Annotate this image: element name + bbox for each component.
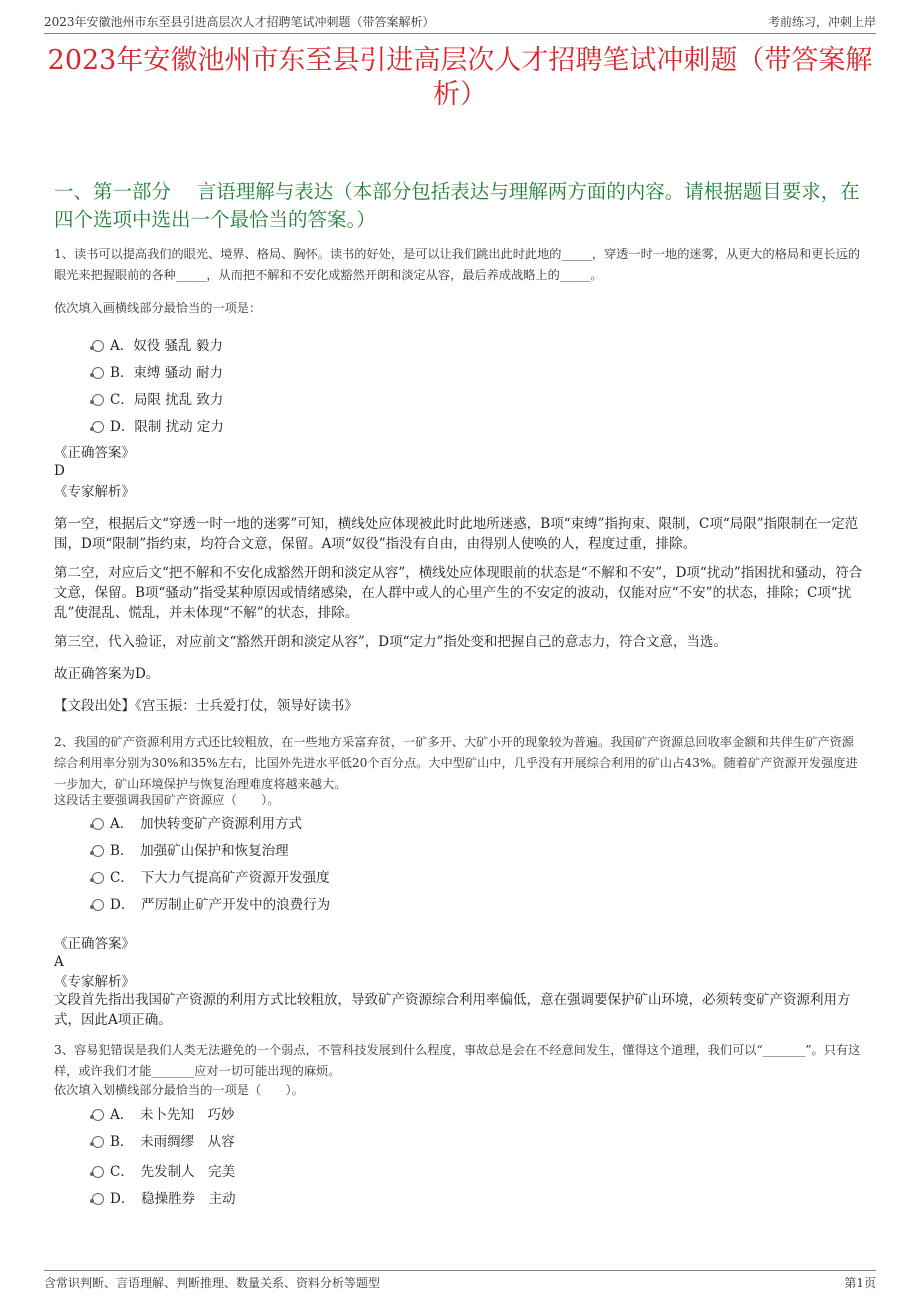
q2-option-a[interactable]: A． 加快转变矿产资源利用方式 [92, 812, 302, 832]
q1-answer: D [54, 463, 65, 479]
radio-icon[interactable] [92, 394, 104, 406]
section-heading: 一、第一部分 言语理解与表达（本部分包括表达与理解两方面的内容。请根据题目要求，在四个选项中选出一个最恰当的答案。） [54, 180, 860, 231]
page-header [44, 10, 876, 34]
q2-option-d[interactable]: D． 严厉制止矿产开发中的浪费行为 [92, 893, 330, 913]
document-title: 2023年安徽池州市东至县引进高层次人才招聘笔试冲刺题（带答案解析） [47, 45, 873, 110]
radio-icon[interactable] [92, 899, 104, 911]
radio-icon[interactable] [92, 421, 104, 433]
q3-option-d[interactable]: D． 稳操胜券 主动 [92, 1187, 236, 1207]
q2-option-b[interactable]: B． 加强矿山保护和恢复治理 [92, 839, 289, 859]
radio-icon[interactable] [92, 1109, 104, 1121]
q1-option-b[interactable]: B．束缚 骚动 耐力 [92, 361, 223, 381]
q2-stem: 2、我国的矿产资源利用方式还比较粗放，在一些地方采富弃贫，一矿多开、大矿小开的现象较为普遍。我国矿产资源总回收率金额和共伴生矿产资源综合利用率分别为30%和35%左右，比国外先进水平低20个百分点。大中型矿山中，几乎没有开展综合利用的矿山占43%。随着矿产资源开发强度进一步加大，矿山环境保护与恢复治理难度将越来越大。 [54, 735, 858, 791]
q1-source: 【文段出处】《宫玉振：士兵爱打仗，领导好读书》 [54, 698, 358, 714]
radio-icon[interactable] [92, 872, 104, 884]
q2-answer: A [54, 954, 64, 970]
radio-icon[interactable] [92, 1193, 104, 1205]
header-slogan: 考前练习，冲刺上岸 [767, 15, 876, 29]
q1-option-d[interactable]: D．限制 扰动 定力 [92, 415, 224, 435]
q3-stem: 3、容易犯错误是我们人类无法避免的一个弱点，不管科技发展到什么程度，事故总是会在不经意间发生，懂得这个道理，我们可以“_______”。只有这样，或许我们才能_______应对一切可能出现的麻烦。 [54, 1043, 861, 1078]
q1-analysis-p1: 第一空，根据后文“穿透一时一地的迷雾”可知，横线处应体现被此时此地所迷惑，B项“束缚”指拘束、限制，C项“局限”指限制在一定范围，D项“限制”指约束，均符合文意，保留。A项“奴役”指没有自由，由得别人使唤的人，程度过重，排除。 [54, 516, 859, 552]
radio-icon[interactable] [92, 367, 104, 379]
radio-icon[interactable] [92, 818, 104, 830]
q1-stem: 1、读书可以提高我们的眼光、境界、格局、胸怀。读书的好处，是可以让我们跳出此时此地的_____，穿透一时一地的迷雾，从更大的格局和更长远的眼光来把握眼前的各种_____，从而把不解和不安化成豁然开朗和淡定从容，最后养成战略上的_____。 [54, 247, 861, 282]
q1-analysis-label: 《专家解析》 [54, 484, 135, 500]
page-footer [44, 1270, 876, 1294]
q1-prompt: 依次填入画横线部分最恰当的一项是： [54, 301, 262, 315]
q2-prompt: 这段话主要强调我国矿产资源应（ ）。 [54, 793, 280, 807]
q2-analysis-label: 《专家解析》 [54, 974, 135, 990]
radio-icon[interactable] [92, 340, 104, 352]
radio-icon[interactable] [92, 1136, 104, 1148]
radio-icon[interactable] [92, 845, 104, 857]
q2-option-c[interactable]: C． 下大力气提高矿产资源开发强度 [92, 866, 330, 886]
footer-note: 含常识判断、言语理解、判断推理、数量关系、资料分析等题型 [44, 1276, 381, 1290]
q3-option-b[interactable]: B． 未雨绸缪 从容 [92, 1130, 235, 1150]
q3-option-a[interactable]: A． 未卜先知 巧妙 [92, 1103, 235, 1123]
q2-answer-label: 《正确答案》 [54, 936, 135, 952]
q1-analysis-p4: 故正确答案为D。 [54, 666, 160, 682]
q1-analysis-p2: 第二空，对应后文“把不解和不安化成豁然开朗和淡定从容”，横线处应体现眼前的状态是“不解和不安”，D项“扰动”指困扰和骚动，符合文意，保留。B项“骚动”指受某种原因或情绪感染，在人群中或人的心里产生的不安定的波动，仅能对应“不安”的状态，排除；C项“扰乱”使混乱、慌乱，并未体现“不解”的状态，排除。 [54, 565, 863, 621]
q1-answer-label: 《正确答案》 [54, 445, 135, 461]
q1-option-a[interactable]: A．奴役 骚乱 毅力 [92, 334, 223, 354]
q1-option-c[interactable]: C．局限 扰乱 致力 [92, 388, 223, 408]
q3-prompt: 依次填入划横线部分最恰当的一项是（ ）。 [54, 1083, 304, 1097]
q1-analysis-p3: 第三空，代入验证，对应前文“豁然开朗和淡定从容”，D项“定力”指处变和把握自己的意志力，符合文意，当选。 [54, 634, 727, 650]
q2-analysis: 文段首先指出我国矿产资源的利用方式比较粗放，导致矿产资源综合利用率偏低，意在强调要保护矿山环境，必须转变矿产资源利用方式，因此A项正确。 [54, 992, 851, 1028]
page-number: 第1页 [844, 1276, 876, 1290]
q3-option-c[interactable]: C． 先发制人 完美 [92, 1160, 235, 1180]
header-title: 2023年安徽池州市东至县引进高层次人才招聘笔试冲刺题（带答案解析） [44, 15, 435, 29]
radio-icon[interactable] [92, 1166, 104, 1178]
